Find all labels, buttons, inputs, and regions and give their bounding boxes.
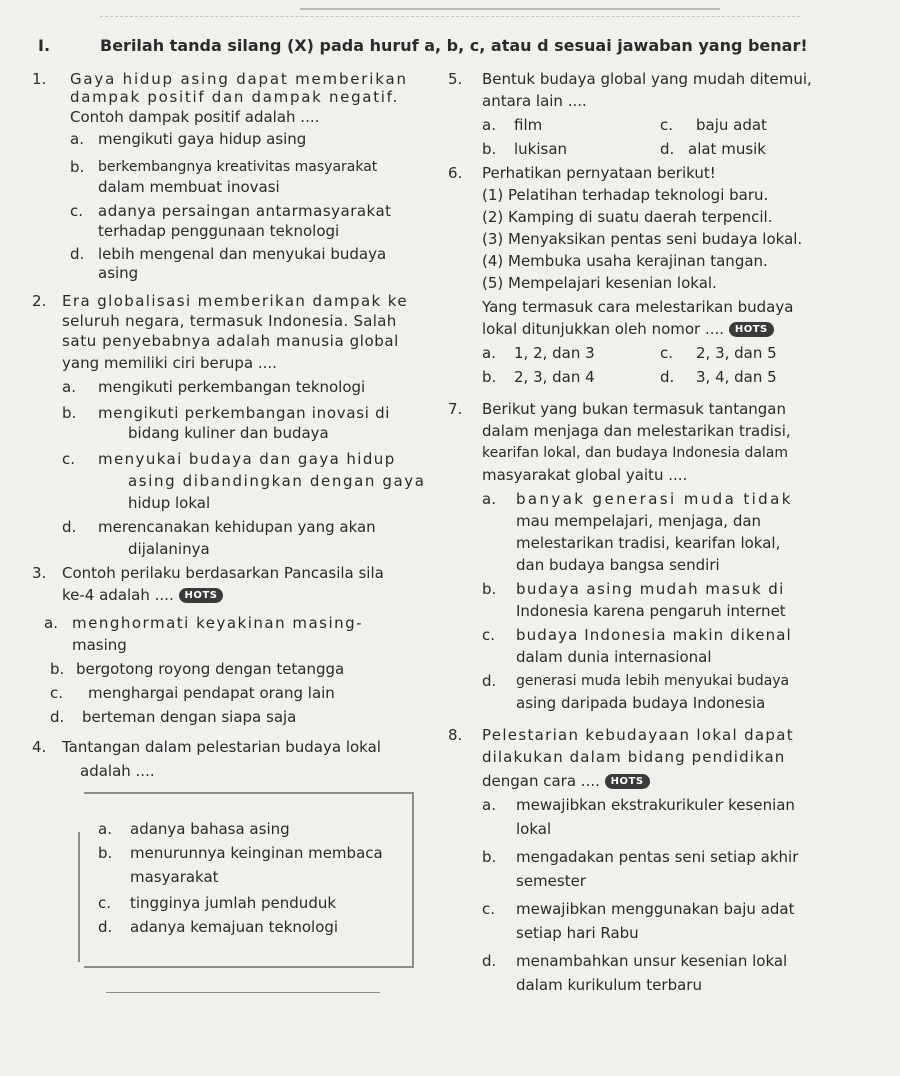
question-number: 8. bbox=[448, 726, 463, 744]
option-letter[interactable]: b. bbox=[482, 848, 497, 866]
option-text: lebih mengenal dan menyukai budaya bbox=[98, 245, 387, 263]
option-letter[interactable]: c. bbox=[50, 684, 64, 702]
option-text: mengadakan pentas seni setiap akhir bbox=[516, 848, 799, 866]
option-text: 3, 4, dan 5 bbox=[696, 368, 777, 386]
question-text: satu penyebabnya adalah manusia global bbox=[62, 332, 399, 350]
statement: (4) Membuka usaha kerajinan tangan. bbox=[482, 252, 768, 270]
option-letter[interactable]: c. bbox=[98, 894, 112, 912]
option-letter[interactable]: b. bbox=[482, 580, 497, 598]
option-letter[interactable]: b. bbox=[70, 158, 85, 176]
question-text: seluruh negara, termasuk Indonesia. Salah bbox=[62, 312, 397, 330]
question-number: 5. bbox=[448, 70, 463, 88]
option-text: dalam dunia internasional bbox=[516, 648, 712, 666]
question-text: kearifan lokal, dan budaya Indonesia dalam bbox=[482, 445, 789, 461]
box-bottom-border bbox=[84, 966, 414, 968]
box-left-border bbox=[78, 832, 80, 962]
question-text: dengan cara .... bbox=[482, 772, 600, 790]
option-text: asing daripada budaya Indonesia bbox=[516, 694, 766, 712]
question-text bbox=[62, 584, 223, 607]
option-letter[interactable]: a. bbox=[98, 820, 112, 838]
option-letter[interactable]: b. bbox=[62, 404, 77, 422]
option-letter[interactable]: c. bbox=[482, 626, 496, 644]
question-number: 2. bbox=[32, 292, 47, 310]
option-letter[interactable]: c. bbox=[62, 450, 76, 468]
option-text: menghargai pendapat orang lain bbox=[88, 684, 335, 702]
question-text: Yang termasuk cara melestarikan budaya bbox=[482, 298, 794, 316]
option-text: asing dibandingkan dengan gaya bbox=[128, 472, 426, 490]
statement: (1) Pelatihan terhadap teknologi baru. bbox=[482, 186, 769, 204]
option-letter[interactable]: d. bbox=[482, 952, 497, 970]
question-number: 1. bbox=[32, 70, 47, 88]
option-text: mengikuti perkembangan inovasi di bbox=[98, 404, 391, 422]
question-text: Contoh perilaku berdasarkan Pancasila sila bbox=[62, 564, 384, 582]
option-letter[interactable]: a. bbox=[482, 796, 496, 814]
option-text: baju adat bbox=[696, 116, 767, 134]
header-rule bbox=[300, 0, 720, 10]
option-letter[interactable]: d. bbox=[660, 140, 675, 158]
question-number: 6. bbox=[448, 164, 463, 182]
option-text: alat musik bbox=[688, 140, 766, 158]
question-text: Berikut yang bukan termasuk tantangan bbox=[482, 400, 786, 418]
option-letter[interactable]: c. bbox=[660, 344, 674, 362]
option-text: mengikuti gaya hidup asing bbox=[98, 130, 307, 148]
statement: (5) Mempelajari kesenian lokal. bbox=[482, 274, 717, 292]
option-text: semester bbox=[516, 872, 586, 890]
option-letter[interactable]: a. bbox=[62, 378, 76, 396]
option-text: budaya asing mudah masuk di bbox=[516, 580, 785, 598]
option-letter[interactable]: a. bbox=[44, 614, 58, 632]
option-text: bergotong royong dengan tetangga bbox=[76, 660, 345, 678]
option-text: setiap hari Rabu bbox=[516, 924, 639, 942]
option-text: menyukai budaya dan gaya hidup bbox=[98, 450, 396, 468]
option-text: budaya Indonesia makin dikenal bbox=[516, 626, 792, 644]
question-text bbox=[482, 770, 650, 793]
question-text: Pelestarian kebudayaan lokal dapat bbox=[482, 726, 794, 744]
option-text: dijalaninya bbox=[128, 540, 210, 558]
question-text: dalam menjaga dan melestarikan tradisi, bbox=[482, 422, 791, 440]
option-text: Indonesia karena pengaruh internet bbox=[516, 602, 786, 620]
option-letter[interactable]: d. bbox=[482, 672, 497, 690]
option-text: tingginya jumlah penduduk bbox=[130, 894, 337, 912]
question-text: yang memiliki ciri berupa .... bbox=[62, 354, 277, 372]
option-text: lokal bbox=[516, 820, 552, 838]
option-letter[interactable]: a. bbox=[70, 130, 84, 148]
question-text: dilakukan dalam bidang pendidikan bbox=[482, 748, 786, 766]
hots-badge: HOTS bbox=[179, 588, 224, 603]
question-text: Perhatikan pernyataan berikut! bbox=[482, 164, 716, 182]
statement: (2) Kamping di suatu daerah terpencil. bbox=[482, 208, 773, 226]
question-text bbox=[482, 318, 774, 341]
option-text: dalam membuat inovasi bbox=[98, 178, 280, 196]
option-letter[interactable]: b. bbox=[482, 368, 497, 386]
option-letter[interactable]: d. bbox=[70, 245, 85, 263]
option-letter[interactable]: c. bbox=[660, 116, 674, 134]
option-letter[interactable]: b. bbox=[98, 844, 113, 862]
hots-badge: HOTS bbox=[605, 774, 650, 789]
option-text: hidup lokal bbox=[128, 494, 211, 512]
question-text: Tantangan dalam pelestarian budaya lokal bbox=[62, 738, 381, 756]
answer-underline bbox=[106, 992, 380, 993]
option-text: menurunnya keinginan membaca bbox=[130, 844, 383, 862]
instruction-text: Berilah tanda silang (X) pada huruf a, b, c, atau d sesuai jawaban yang benar! bbox=[100, 36, 808, 55]
question-text: Era globalisasi memberikan dampak ke bbox=[62, 292, 408, 310]
option-letter[interactable]: c. bbox=[70, 202, 84, 220]
option-text: 1, 2, dan 3 bbox=[514, 344, 595, 362]
question-text: masyarakat global yaitu .... bbox=[482, 466, 688, 484]
option-letter[interactable]: a. bbox=[482, 116, 496, 134]
option-text: masyarakat bbox=[130, 868, 219, 886]
option-text: asing bbox=[98, 264, 139, 282]
question-text: Gaya hidup asing dapat memberikan bbox=[70, 70, 408, 88]
statement: (3) Menyaksikan pentas seni budaya lokal. bbox=[482, 230, 803, 248]
option-text: dan budaya bangsa sendiri bbox=[516, 556, 720, 574]
box-top-border bbox=[84, 792, 414, 794]
option-text: menghormati keyakinan masing- bbox=[72, 614, 364, 632]
option-text: 2, 3, dan 5 bbox=[696, 344, 777, 362]
option-text: berkembangnya kreativitas masyarakat bbox=[98, 159, 378, 175]
option-text: berteman dengan siapa saja bbox=[82, 708, 297, 726]
question-text: adalah .... bbox=[80, 762, 155, 780]
option-text: adanya kemajuan teknologi bbox=[130, 918, 339, 936]
question-number: 3. bbox=[32, 564, 47, 582]
question-text: lokal ditunjukkan oleh nomor .... bbox=[482, 320, 725, 338]
option-letter[interactable]: c. bbox=[482, 900, 496, 918]
option-text: adanya persaingan antarmasyarakat bbox=[98, 202, 392, 220]
option-text: menambahkan unsur kesenian lokal bbox=[516, 952, 788, 970]
question-text: antara lain .... bbox=[482, 92, 587, 110]
option-letter[interactable]: d. bbox=[98, 918, 113, 936]
section-number: I. bbox=[38, 36, 51, 55]
option-letter[interactable]: b. bbox=[50, 660, 65, 678]
question-number: 4. bbox=[32, 738, 47, 756]
question-number: 7. bbox=[448, 400, 463, 418]
option-text: film bbox=[514, 116, 543, 134]
option-text: terhadap penggunaan teknologi bbox=[98, 222, 340, 240]
option-text: mewajibkan ekstrakurikuler kesenian bbox=[516, 796, 795, 814]
option-letter[interactable]: d. bbox=[50, 708, 65, 726]
hots-badge: HOTS bbox=[729, 322, 774, 337]
option-letter[interactable]: d. bbox=[62, 518, 77, 536]
option-text: adanya bahasa asing bbox=[130, 820, 290, 838]
box-right-border bbox=[412, 792, 414, 968]
question-text: Contoh dampak positif adalah .... bbox=[70, 108, 320, 126]
option-letter[interactable]: b. bbox=[482, 140, 497, 158]
option-letter[interactable]: a. bbox=[482, 344, 496, 362]
option-text: dalam kurikulum terbaru bbox=[516, 976, 702, 994]
option-text: lukisan bbox=[514, 140, 568, 158]
question-4-options-box bbox=[78, 792, 414, 968]
option-text: banyak generasi muda tidak bbox=[516, 490, 793, 508]
option-text: masing bbox=[72, 636, 127, 654]
option-letter[interactable]: a. bbox=[482, 490, 496, 508]
option-text: 2, 3, dan 4 bbox=[514, 368, 595, 386]
question-text: ke-4 adalah .... bbox=[62, 586, 174, 604]
option-text: mengikuti perkembangan teknologi bbox=[98, 378, 366, 396]
option-text: merencanakan kehidupan yang akan bbox=[98, 518, 376, 536]
question-text: Bentuk budaya global yang mudah ditemui, bbox=[482, 70, 812, 88]
header-dashed-divider bbox=[100, 16, 800, 17]
option-text: mau mempelajari, menjaga, dan bbox=[516, 512, 762, 530]
option-text: bidang kuliner dan budaya bbox=[128, 424, 329, 442]
option-text: melestarikan tradisi, kearifan lokal, bbox=[516, 534, 781, 552]
option-text: generasi muda lebih menyukai budaya bbox=[516, 673, 790, 689]
option-text: mewajibkan menggunakan baju adat bbox=[516, 900, 795, 918]
question-text: dampak positif dan dampak negatif. bbox=[70, 88, 400, 106]
option-letter[interactable]: d. bbox=[660, 368, 675, 386]
